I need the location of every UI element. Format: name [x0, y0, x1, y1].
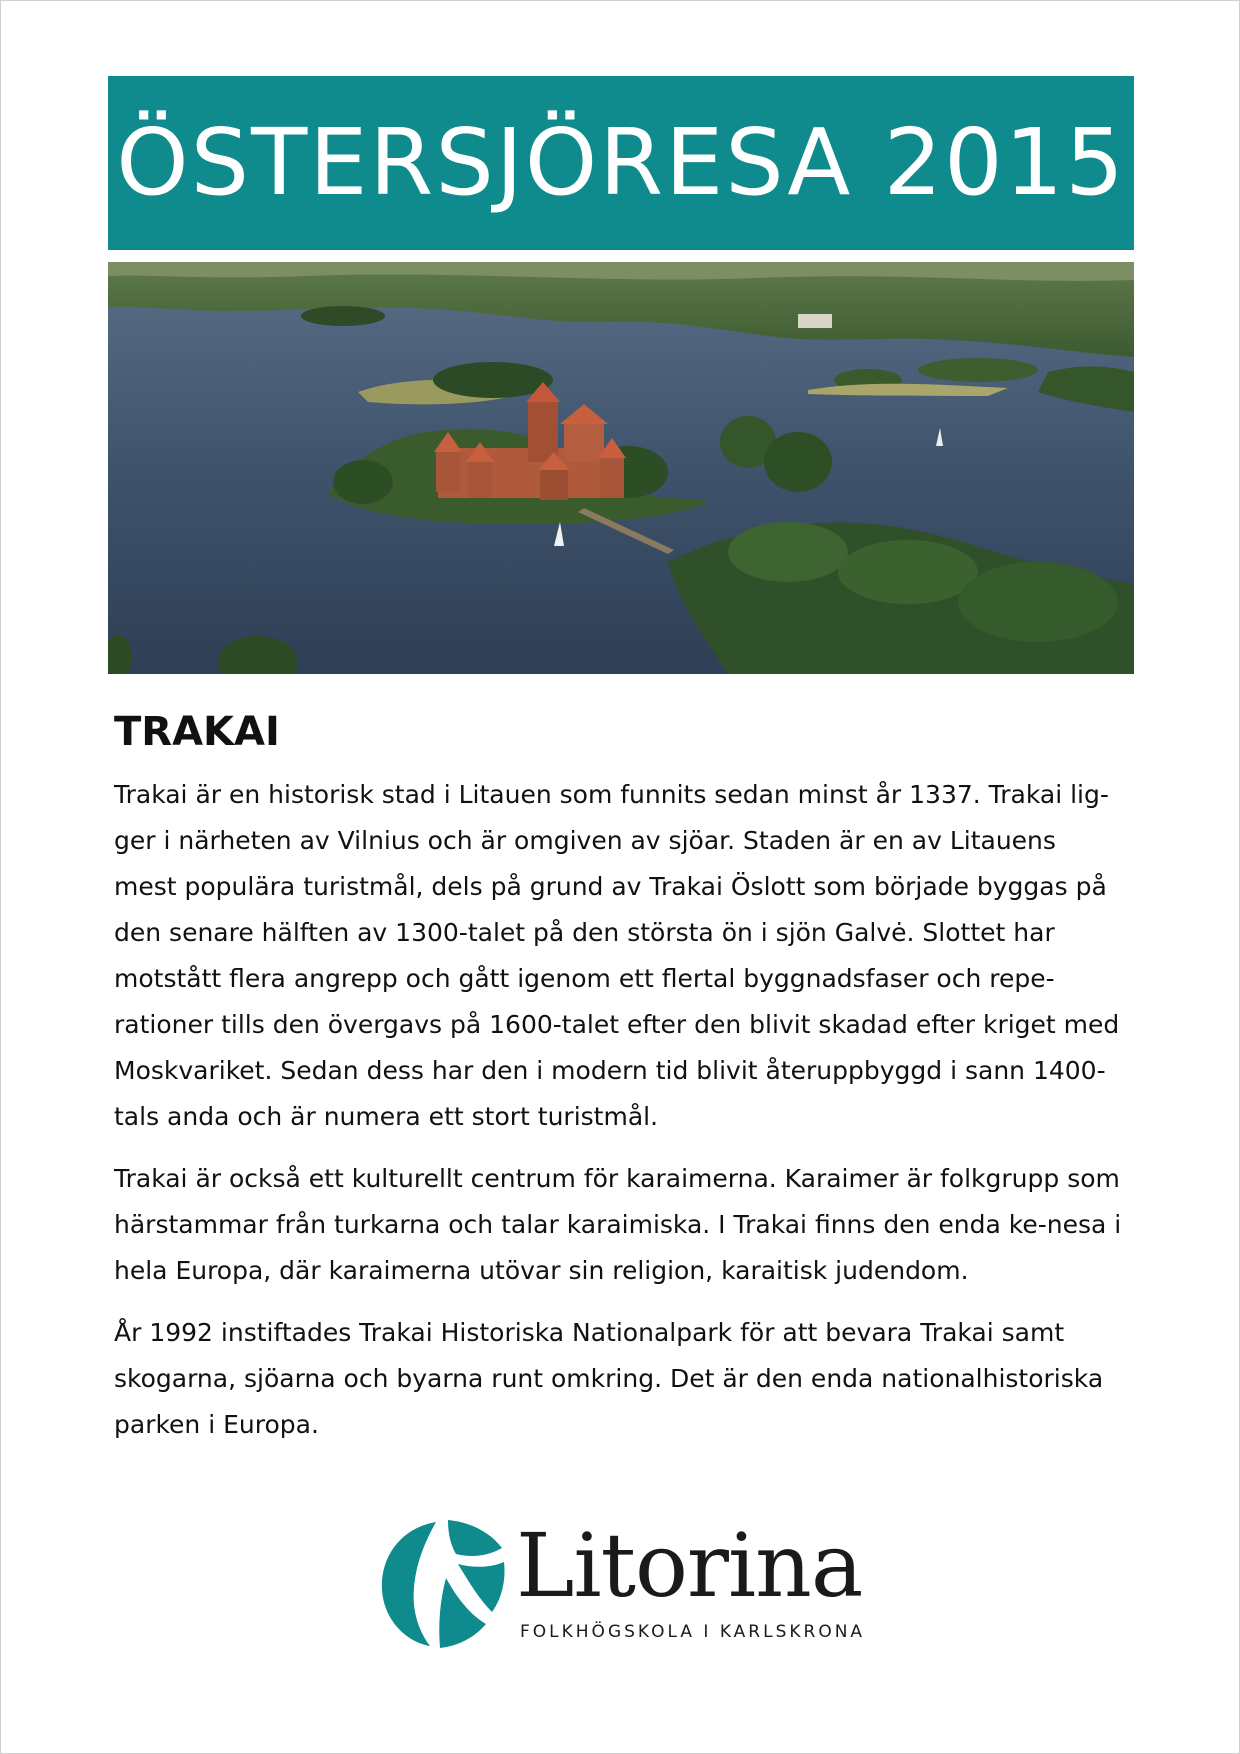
- section-heading: TRAKAI: [114, 709, 280, 755]
- paragraph-national-park: År 1992 instiftades Trakai Historiska Nationalpark för att bevara Trakai samt skogarna, sjöarna och byarna runt omkring. Det är den enda nationalhistoriska parken i Europa.: [114, 1318, 1104, 1439]
- paragraph-history: Trakai är en historisk stad i Litauen som funnits sedan minst år 1337. Trakai lig-ger i närheten av Vilnius och är omgiven av sjöar. Staden är en av Litauens mest populära turistmål, dels på grund av Trakai Öslott som började byggas på den senare hälften av 1300-talet på den största ön i sjön Galvė. Slottet har motstått flera angrepp och gått igenom ett flertal byggnadsfaser och repe-rationer tills den övergavs på 1600-talet efter den blivit skadad efter kriget med Moskvariket. Sedan dess har den i modern tid blivit återuppbyggd i sann 1400-tals anda och är numera ett stort turistmål.: [114, 780, 1120, 1131]
- trakai-island-castle-icon: [108, 262, 1134, 674]
- trakai-photo: [108, 262, 1134, 674]
- litorina-logo: [378, 1514, 868, 1648]
- logo-name: Litorina: [516, 1514, 863, 1617]
- page-title: ÖSTERSJÖRESA 2015: [116, 109, 1126, 216]
- paragraph-karaim: Trakai är också ett kulturellt centrum för karaimerna. Karaimer är folkgrupp som härstammar från turkarna och talar karaimiska. I Trakai finns den enda ke-nesa i hela Europa, där karaimerna utövar sin religion, karaitisk judendom.: [114, 1164, 1122, 1285]
- logo-subtitle: FOLKHÖGSKOLA I KARLSKRONA: [520, 1622, 866, 1642]
- litorina-logo-icon: [378, 1518, 506, 1648]
- article: [114, 700, 1124, 1464]
- title-banner: [108, 76, 1134, 250]
